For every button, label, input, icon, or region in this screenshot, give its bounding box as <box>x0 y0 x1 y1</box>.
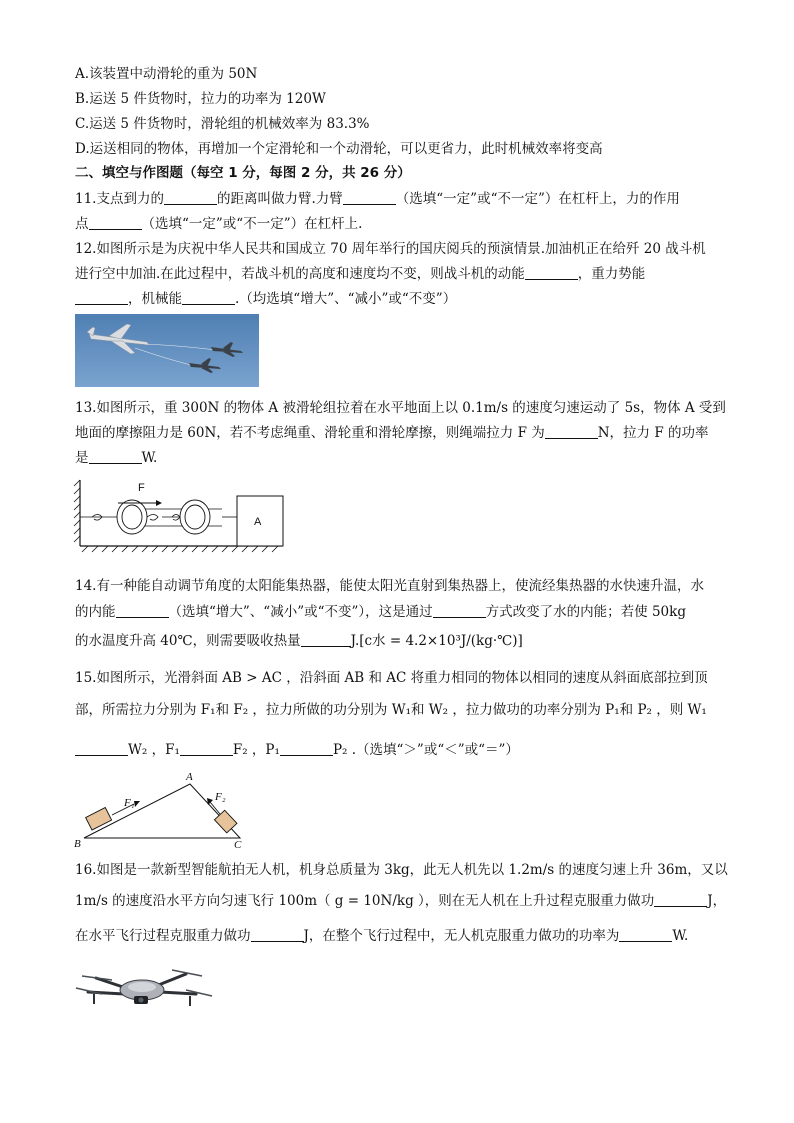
q14-line3: 的水温度升高 40℃，则需要吸收热量 J.[c水 = 4.2×10³J/(kg·℃)] <box>75 633 523 649</box>
answer-blank[interactable] <box>116 603 169 618</box>
answer-blank[interactable] <box>301 632 351 647</box>
q11-line1: 11.支点到力的 的距离叫做力臂.力臂 （选填“一定”或“不一定”）在杠杆上，力的作用 <box>75 191 680 207</box>
answer-blank[interactable] <box>251 927 304 942</box>
q15-line1: 15.如图所示，光滑斜面 AB > AC ，沿斜面 AB 和 AC 将重力相同的物体以相同的速度从斜面底部拉到顶 <box>75 670 708 686</box>
q13-line2: 地面的摩擦阻力是 60N，若不考虑绳重、滑轮重和滑轮摩擦，则绳端拉力 F 为 N，拉力 F 的功率 <box>75 425 709 441</box>
specific-heat-formula: [c水 = 4.2×10³J/(kg·℃)] <box>359 633 523 649</box>
answer-blank[interactable] <box>654 892 707 907</box>
q12-line3: ，机械能 .（均选填“增大”、“减小”或“不变”） <box>75 289 456 309</box>
pulley-system-diagram <box>72 476 287 556</box>
force-f2-label: F₂ <box>215 791 226 803</box>
force-f1-label: F₁ <box>124 797 135 809</box>
answer-blank[interactable] <box>75 290 128 305</box>
q12-line1: 12.如图所示是为庆祝中华人民共和国成立 70 周年举行的国庆阅兵的预演情景.加油机正在给歼 20 战斗机 <box>75 241 706 257</box>
answer-blank[interactable] <box>619 927 672 942</box>
answer-blank[interactable] <box>89 449 142 464</box>
answer-blank[interactable] <box>343 190 396 205</box>
answer-blank[interactable] <box>89 215 142 230</box>
answer-blank[interactable] <box>164 190 217 205</box>
q16-line1: 16.如图是一款新型智能航拍无人机，机身总质量为 3kg，此无人机先以 1.2m/s 的速度匀速上升 36m，又以 <box>75 862 728 878</box>
q12-line2: 进行空中加油.在此过程中，若战斗机的高度和速度均不变，则战斗机的动能 ，重力势能 <box>75 266 646 282</box>
option-b: B.运送 5 件货物时，拉力的功率为 120W <box>75 91 326 107</box>
answer-blank[interactable] <box>433 603 486 618</box>
q15-line2: 部，所需拉力分别为 F₁和 F₂ ，拉力所做的功分别为 W₁和 W₂ ，拉力做功的功率分别为 P₁和 P₂ ，则 W₁ <box>75 702 707 718</box>
answer-blank[interactable] <box>180 741 233 756</box>
option-d: D.运送相同的物体，再增加一个定滑轮和一个动滑轮，可以更省力，此时机械效率将变高 <box>75 141 603 157</box>
inclined-plane-diagram <box>72 770 257 850</box>
force-label: F <box>138 482 145 494</box>
option-a: A.该装置中动滑轮的重为 50N <box>75 66 258 82</box>
answer-blank[interactable] <box>525 265 578 280</box>
vertex-a-label: A <box>186 771 193 783</box>
answer-blank[interactable] <box>280 741 333 756</box>
q13-line3: 是 W. <box>75 450 158 466</box>
vertex-c-label: C <box>234 839 242 850</box>
drone-photo <box>74 958 216 1018</box>
q11-line2: 点 （选填“一定”或“不一定”）在杠杆上. <box>75 216 363 232</box>
q14-line1: 14.有一种能自动调节角度的太阳能集热器，能使太阳光直射到集热器上，使流经集热器的水快速升温，水 <box>75 578 704 594</box>
answer-blank[interactable] <box>182 290 235 305</box>
answer-blank[interactable] <box>545 424 598 439</box>
q15-line3: W₂ ，F₁ F₂ ，P₁ P₂ .（选填“＞”或“＜”或“＝”） <box>75 740 519 760</box>
option-c: C.运送 5 件货物时，滑轮组的机械效率为 83.3% <box>75 116 370 132</box>
q16-line3: 在水平飞行过程克服重力做功 J，在整个飞行过程中，无人机克服重力做功的功率为 W. <box>75 928 689 944</box>
aircraft-refueling-photo <box>75 314 259 387</box>
block-label: A <box>254 516 262 528</box>
q13-line1: 13.如图所示，重 300N 的物体 A 被滑轮组拉着在水平地面上以 0.1m/s 的速度匀速运动了 5s，物体 A 受到 <box>75 400 726 416</box>
answer-blank[interactable] <box>75 741 128 756</box>
q16-line2: 1m/s 的速度沿水平方向匀速飞行 100m（ g = 10N/kg ），则在无人机在上升过程克服重力做功 J， <box>75 893 727 909</box>
vertex-b-label: B <box>74 838 81 850</box>
q14-line2: 的内能 （选填“增大”、“减小”或“不变”），这是通过 方式改变了水的内能；若使 50kg <box>75 604 686 620</box>
section-title: 二、填空与作图题（每空 1 分，每图 2 分，共 26 分） <box>75 165 411 181</box>
